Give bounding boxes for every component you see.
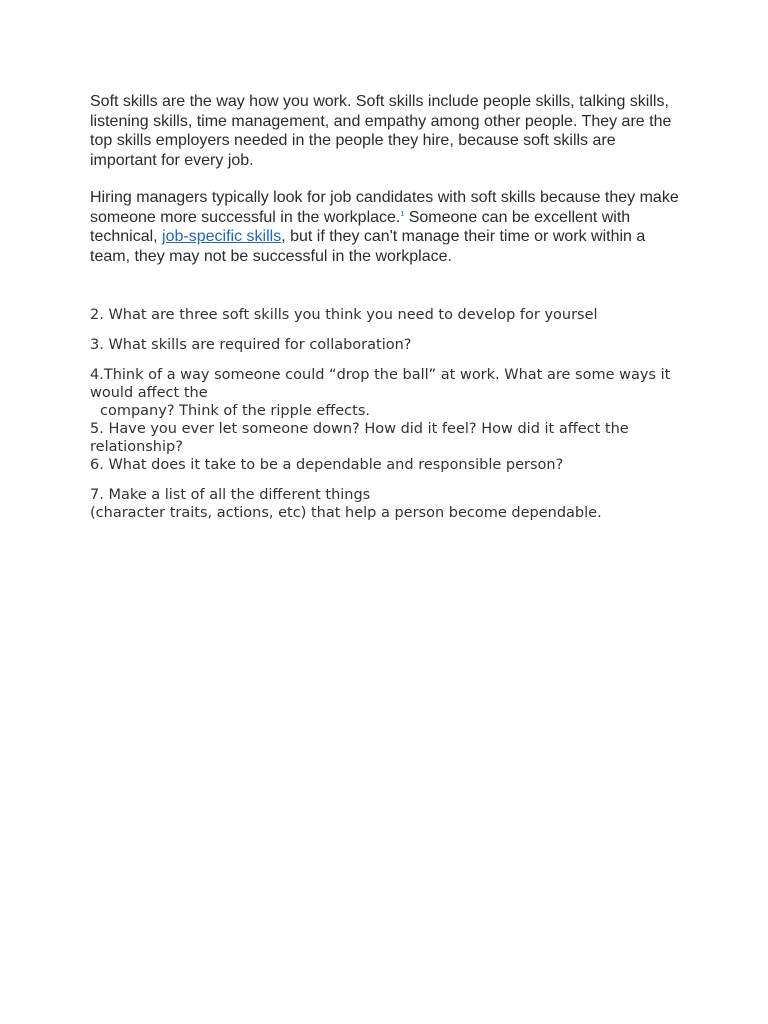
- question-4-line-1: 4.Think of a way someone could “drop the ball” at work. What are some ways it would affect the: [90, 367, 671, 401]
- question-7-line-2: (character traits, actions, etc) that help a person become dependable.: [90, 505, 602, 521]
- question-7-line-1: 7. Make a list of all the different things: [90, 487, 371, 503]
- paragraph-2-text-a: Hiring managers typically look for job candidates with soft skills because they make someone more successful in the workplace.: [90, 189, 679, 226]
- question-5: 5. Have you ever let someone down? How did it feel? How did it affect the relationship?: [90, 421, 629, 455]
- footnote-marker[interactable]: 1: [400, 210, 405, 218]
- job-specific-skills-link[interactable]: job-specific skills: [162, 228, 282, 245]
- question-3: 3. What skills are required for collaboration?: [90, 337, 412, 353]
- paragraph-2-text-b: Someone can be excellent with technical,: [90, 208, 631, 245]
- question-2: 2. What are three soft skills you think you need to develop for yoursel: [90, 307, 598, 323]
- question-7: [90, 486, 680, 522]
- document-body: [90, 92, 680, 522]
- paragraph-2-text-c: , but if they can't manage their time or work within a team, they may not be successful in the workplace.: [90, 228, 646, 265]
- intro-paragraph-2: [90, 188, 680, 266]
- question-4-line-2: company? Think of the ripple effects.: [100, 403, 371, 419]
- question-list: [90, 306, 680, 522]
- intro-paragraph-1: Soft skills are the way how you work. Soft skills include people skills, talking skills, listening skills, time management, and empathy among other people. They are the top skills employers needed in the people they hire, because soft skills are important for every job.: [90, 93, 672, 169]
- question-4: [90, 366, 680, 420]
- question-6: 6. What does it take to be a dependable and responsible person?: [90, 457, 564, 473]
